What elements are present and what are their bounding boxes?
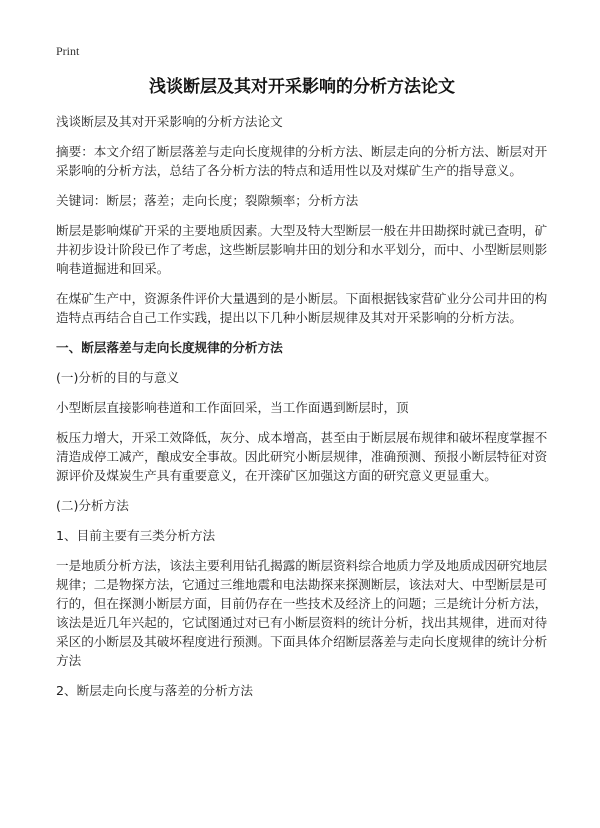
subsection-2-heading: (二)分析方法 — [56, 498, 129, 513]
item-1-heading: 1、目前主要有三类分析方法 — [56, 528, 216, 543]
subsection-1-paragraph-2: 板压力增大，开采工效降低，灰分、成本增高，甚至由于断层展布规律和破坏程度掌握不清造成停工减产，酿成安全事故。因此研究小断层规律，准确预测、预报小断层特征对资源评价及煤炭生产具有重要意义，在开滦矿区加强这方面的研究意义更显重大。 — [56, 430, 548, 483]
intro-paragraph: 断层是影响煤矿开采的主要地质因素。大型及特大型断层一般在井田勘探时就已查明，矿井初步设计阶段已作了考虑，这些断层影响井田的划分和水平划分，而中、小型断层则影响巷道掘进和回采。 — [56, 223, 548, 276]
document-subtitle: 浅谈断层及其对开采影响的分析方法论文 — [56, 114, 283, 129]
subsection-1-paragraph-1: 小型断层直接影响巷道和工作面回采，当工作面遇到断层时，顶 — [56, 400, 409, 415]
abstract-paragraph: 摘要：本文介绍了断层落差与走向长度规律的分析方法、断层走向的分析方法、断层对开采影响的分析方法，总结了各分析方法的特点和适用性以及对煤矿生产的指导意义。 — [56, 144, 548, 178]
keywords-paragraph: 关键词：断层；落差；走向长度；裂隙频率；分析方法 — [56, 193, 359, 208]
section-1-heading: 一、断层落差与走向长度规律的分析方法 — [56, 340, 283, 355]
context-paragraph: 在煤矿生产中，资源条件评价大量遇到的是小断层。下面根据钱家营矿业分公司井田的构造特点再结合自己工作实践，提出以下几种小断层规律及其对开采影响的分析方法。 — [56, 291, 548, 325]
subsection-1-heading: (一)分析的目的与意义 — [56, 370, 180, 385]
item-1-paragraph: 一是地质分析方法，该法主要利用钻孔揭露的断层资料综合地质力学及地质成因研究地层规律；二是物探方法，它通过三维地震和电法勘探来探测断层，该法对大、中型断层是可行的，但在探测小断层方面，目前仍存在一些技术及经济上的问题；三是统计分析方法，该法是近几年兴起的，它试图通过对已有小断层资料的统计分析，找出其规律，进而对待采区的小断层及其破坏程度进行预测。下面具体介绍断层落差与走向长度规律的统计分析方法 — [56, 558, 548, 668]
item-2-heading: 2、断层走向长度与落差的分析方法 — [56, 683, 253, 698]
document-title: 浅谈断层及其对开采影响的分析方法论文 — [149, 77, 455, 97]
print-label: Print — [56, 44, 80, 58]
